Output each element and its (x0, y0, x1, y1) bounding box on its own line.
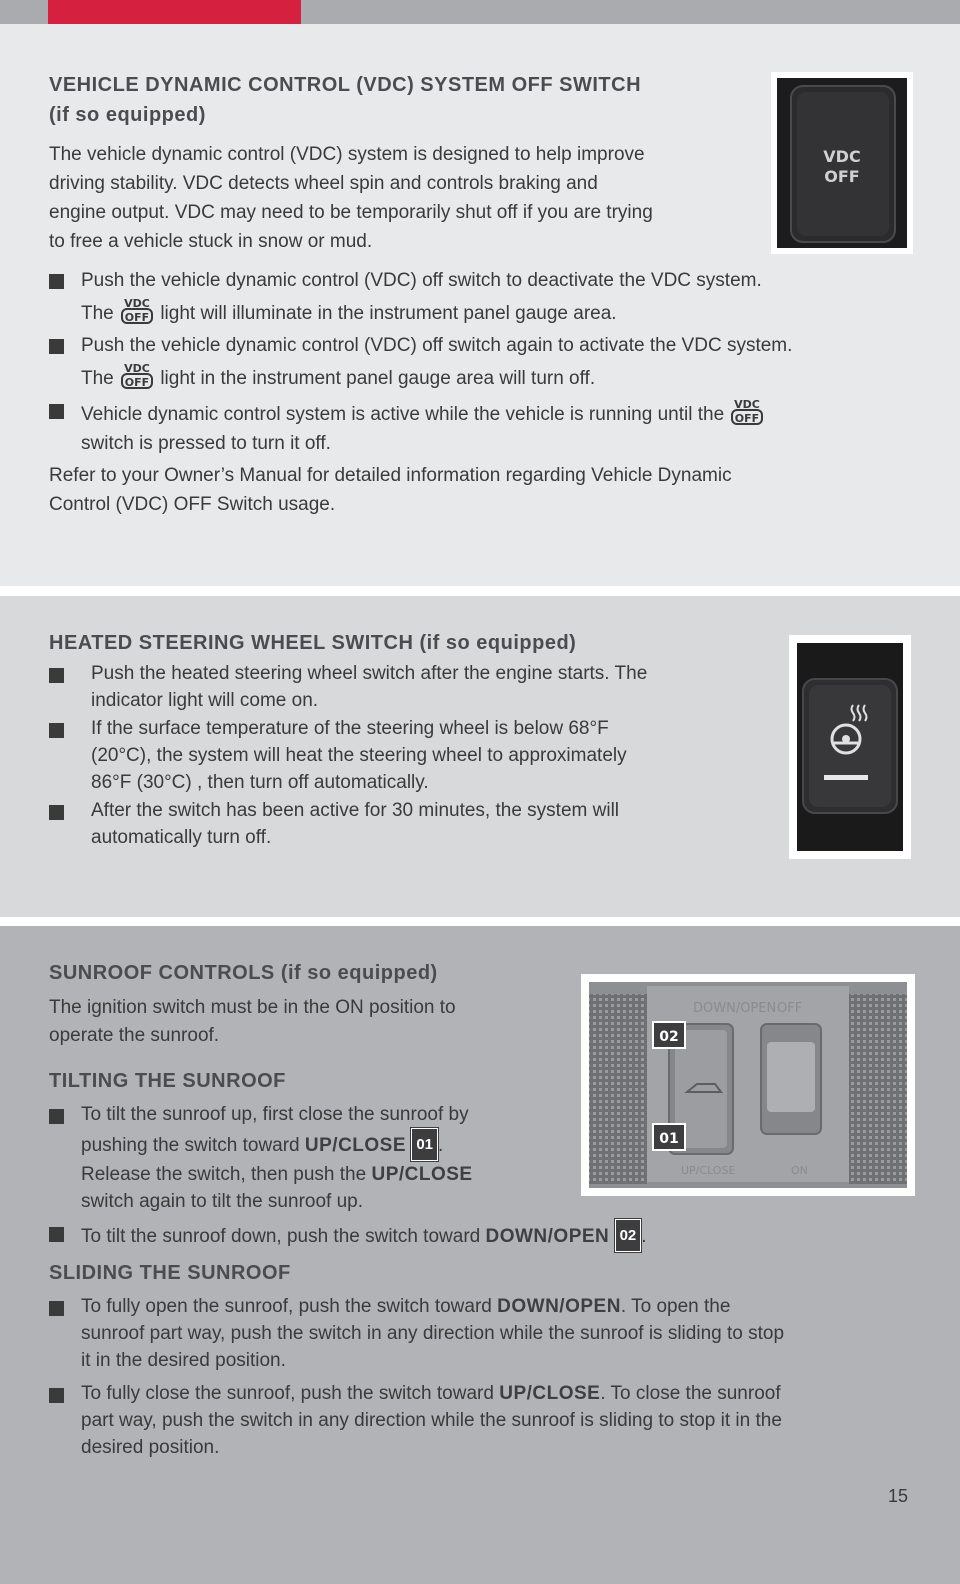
steering-bullet-2 (49, 715, 749, 796)
photo-text: UP/CLOSE (681, 1164, 736, 1177)
slide-bullet-1 (49, 1293, 929, 1375)
accent-tab (48, 0, 301, 24)
vdc-bullet-3 (49, 396, 929, 454)
heated-steering-switch-photo (789, 635, 911, 859)
sunroof-section (0, 926, 960, 1584)
text-line: driving stability. VDC detects wheel spin and controls braking and (49, 173, 598, 194)
vdc-section (0, 24, 960, 586)
tilt-bullet-1: To tilt the sunroof up, first close the sunroof by pushing the switch toward UP/CLOSE 01 . Release the switch, then push the UP/CLOSE switch again to tilt the sunroof up. (49, 1101, 569, 1213)
icon-text: VDC (124, 297, 150, 310)
tilt-bullet-2: To tilt the sunroof down, push the switch toward DOWN/OPEN 02 . (49, 1219, 929, 1249)
bullet-square (49, 1227, 64, 1242)
icon-text: VDC (124, 362, 150, 375)
tilting-heading: TILTING THE SUNROOF (49, 1070, 286, 1092)
photo-text: OFF (824, 167, 860, 186)
text-line: to free a vehicle stuck in snow or mud. (49, 231, 373, 252)
bullet-square (49, 723, 64, 738)
page-number: 15 (888, 1486, 909, 1506)
text-fragment: light will illuminate in the instrument panel gauge area. (160, 303, 617, 324)
text-line: The vehicle dynamic control (VDC) system is designed to help improve (49, 144, 645, 165)
up-close-label: UP/CLOSE (304, 1135, 407, 1156)
text-line: The ignition switch must be in the ON position to (49, 997, 456, 1018)
text-line: part way, push the switch in any direction while the sunroof is sliding to stop it in the (81, 1410, 782, 1431)
bullet-square (49, 805, 64, 820)
down-open-label: DOWN/OPEN (497, 1296, 621, 1317)
text-fragment: To fully close the sunroof, push the switch toward (81, 1383, 494, 1404)
vdc-bullet-2 (49, 331, 949, 389)
photo-text: VDC (823, 147, 861, 166)
bullet-square (49, 668, 64, 683)
text-line: sunroof part way, push the switch in any direction while the sunroof is sliding to stop (81, 1323, 785, 1344)
sunroof-title: SUNROOF CONTROLS (if so equipped) (49, 962, 438, 984)
steering-bullet-3 (49, 797, 749, 851)
bullet-square (49, 339, 64, 354)
steering-bullet-1 (49, 660, 749, 714)
vdc-title: VEHICLE DYNAMIC CONTROL (VDC) SYSTEM OFF SWITCH (49, 74, 642, 96)
bullet-square (49, 1301, 64, 1316)
text-line: (20°C), the system will heat the steering wheel to approximately (91, 745, 627, 766)
text-fragment: To fully open the sunroof, push the switch toward (81, 1296, 492, 1317)
callout-tag-01: 01 (411, 1128, 438, 1161)
text-line: To tilt the sunroof up, first close the sunroof by (81, 1104, 469, 1125)
vdc-off-indicator-icon (121, 295, 153, 325)
photo-text: ON (791, 1164, 808, 1177)
vdc-off-indicator-icon (731, 396, 763, 426)
text-fragment: pushing the switch toward (81, 1135, 300, 1156)
icon-text: VDC (734, 398, 761, 411)
text-fragment: . To close the sunroof (600, 1383, 781, 1404)
text-line: operate the sunroof. (49, 1025, 220, 1046)
bullet-square (49, 274, 64, 289)
sunroof-switch-photo (581, 974, 915, 1196)
vdc-switch-photo (771, 72, 913, 254)
photo-text: DOWN/OPEN (693, 1001, 777, 1016)
text-line: it in the desired position. (81, 1350, 286, 1371)
text-line: automatically turn off. (91, 827, 272, 848)
text-line: switch again to tilt the sunroof up. (81, 1191, 363, 1212)
down-open-label: DOWN/OPEN (485, 1226, 610, 1247)
steering-title: HEATED STEERING WHEEL SWITCH (if so equipped) (49, 632, 577, 654)
icon-text: OFF (124, 376, 150, 389)
callout-02: 02 (659, 1029, 679, 1045)
text-line: indicator light will come on. (91, 690, 319, 711)
up-close-label: UP/CLOSE (499, 1383, 601, 1404)
photo-text: OFF (777, 1001, 803, 1016)
sliding-heading: SLIDING THE SUNROOF (49, 1262, 291, 1284)
text-line: switch is pressed to turn it off. (81, 433, 331, 454)
text-line: Push the heated steering wheel switch after the engine starts. The (91, 663, 648, 684)
sunroof-intro (49, 994, 549, 1050)
text-line: Push the vehicle dynamic control (VDC) off switch to deactivate the VDC system. (81, 270, 762, 291)
text-line: Control (VDC) OFF Switch usage. (49, 494, 336, 515)
text-line: Push the vehicle dynamic control (VDC) off switch again to activate the VDC system. (81, 335, 793, 356)
up-close-label: UP/CLOSE (371, 1164, 473, 1185)
text-line: 86°F (30°C) , then turn off automatically. (91, 772, 429, 793)
bullet-square (49, 404, 64, 419)
icon-text: OFF (735, 412, 760, 425)
text-fragment: Vehicle dynamic control system is active while the vehicle is running until the (81, 404, 725, 425)
text-fragment: . To open the (620, 1296, 731, 1317)
bullet-square (49, 1388, 64, 1403)
vdc-intro (49, 140, 749, 256)
vdc-off-indicator-icon (121, 360, 153, 390)
text-fragment: The (81, 368, 114, 389)
callout-01: 01 (659, 1131, 679, 1147)
text-fragment: To tilt the sunroof down, push the switch toward (81, 1226, 481, 1247)
vdc-refer (49, 461, 929, 519)
text-fragment: Release the switch, then push the (81, 1164, 367, 1185)
heated-steering-section (0, 596, 960, 917)
text-line: engine output. VDC may need to be temporarily shut off if you are trying (49, 202, 653, 223)
text-line: Refer to your Owner’s Manual for detailed information regarding Vehicle Dynamic (49, 465, 732, 486)
text-line: If the surface temperature of the steering wheel is below 68°F (91, 718, 609, 739)
slide-bullet-2 (49, 1380, 929, 1462)
text-line: desired position. (81, 1437, 220, 1458)
bullet-square (49, 1109, 64, 1124)
text-line: After the switch has been active for 30 minutes, the system will (91, 800, 620, 821)
text-fragment: light in the instrument panel gauge area will turn off. (160, 368, 596, 389)
vdc-title-note: (if so equipped) (49, 104, 206, 126)
top-bar (0, 0, 960, 24)
vdc-bullet-1 (49, 266, 929, 324)
icon-text: OFF (124, 311, 150, 324)
text-fragment: The (81, 303, 114, 324)
callout-tag-02: 02 (615, 1219, 642, 1252)
